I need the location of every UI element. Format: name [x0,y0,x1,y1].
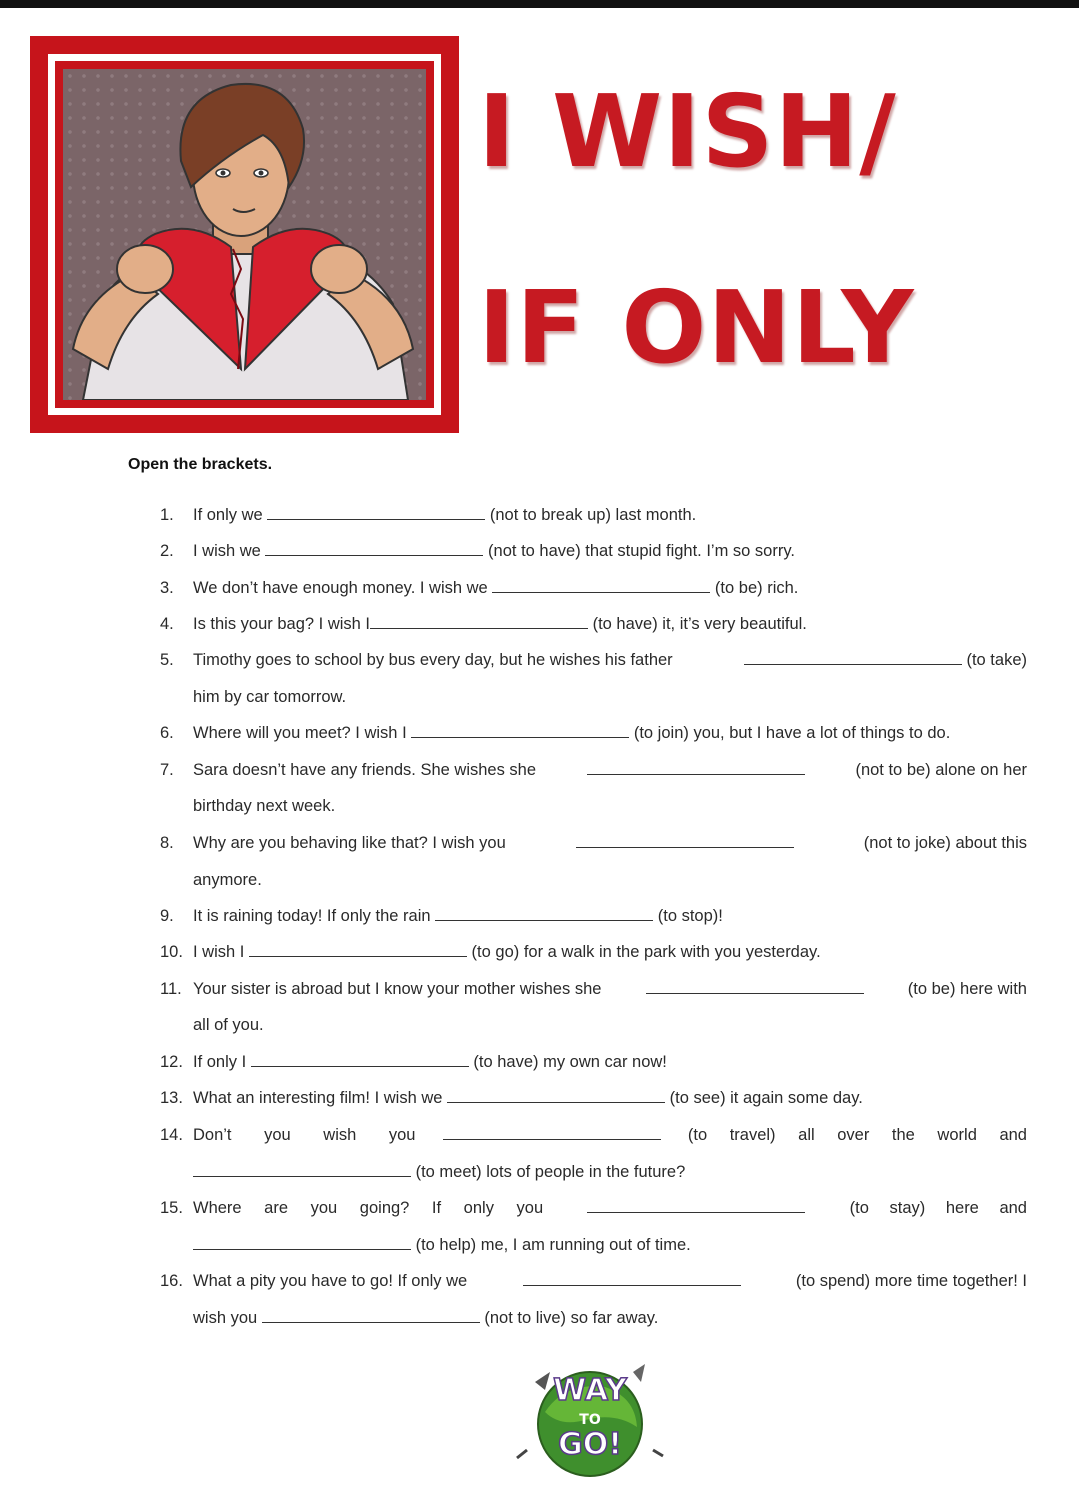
item-hint: (to stop)! [657,907,723,925]
item-text: Don’t you wish you [193,1126,416,1144]
item-continuation [193,1235,691,1255]
item-text: Is this your bag? I wish I [193,615,370,633]
item-text: I wish we [193,542,261,560]
logo-word-to: TO [579,1412,601,1428]
item-hint: (to join) you, but I have a lot of things to do. [633,724,951,742]
item-text: Where will you meet? I wish I [193,724,407,742]
item-hint: (to take) [966,651,1027,669]
item-hint: (not to break up) last month. [489,506,697,524]
item-text: We don’t have enough money. I wish we [193,579,488,597]
answer-blank[interactable] [267,505,485,520]
answer-blank[interactable] [193,1162,411,1177]
man-tearing-heart-image [63,69,426,400]
item-number: 5. [160,651,174,669]
item-number: 14. [160,1126,183,1144]
item-hint: (to help) me, I am running out of time. [415,1236,691,1254]
item-number: 6. [160,724,174,742]
logo-word-way: WAY [553,1373,627,1408]
way-to-go-logo [505,1342,675,1492]
item-number: 9. [160,907,174,925]
instruction: Open the brackets. [128,456,273,473]
item-number: 1. [160,506,174,524]
answer-blank[interactable] [265,541,483,556]
item-number: 15. [160,1199,183,1217]
item-continuation: anymore. [193,871,262,889]
item-text: If only I [193,1053,247,1071]
item-text: wish you [193,1309,258,1327]
item-number: 2. [160,542,174,560]
item-continuation [193,1162,685,1182]
item-text: Timothy goes to school by bus every day, but he wishes his father [193,651,673,669]
item-hint: (to have) it, it’s very beautiful. [592,615,807,633]
item-continuation: all of you. [193,1016,264,1034]
answer-blank[interactable] [587,1198,805,1213]
header-illustration [30,36,459,433]
item-text: What a pity you have to go! If only we [193,1272,468,1290]
answer-blank[interactable] [587,760,805,775]
item-number: 12. [160,1053,183,1071]
top-border [0,0,1079,8]
answer-blank[interactable] [262,1308,480,1323]
item-hint: (not to joke) about this [863,834,1027,852]
item-text: It is raining today! If only the rain [193,907,431,925]
item-text: What an interesting film! I wish we [193,1089,443,1107]
answer-blank[interactable] [523,1271,741,1286]
item-hint: (not to live) so far away. [484,1309,659,1327]
item-text: If only we [193,506,263,524]
answer-blank[interactable] [370,614,588,629]
item-number: 13. [160,1089,183,1107]
item-number: 3. [160,579,174,597]
item-hint: (to go) for a walk in the park with you yesterday. [471,943,821,961]
answer-blank[interactable] [249,942,467,957]
item-text: I wish I [193,943,245,961]
title-line-2: IF ONLY [478,269,915,386]
title-line-1: I WISH/ [478,73,897,190]
logo-word-go: GO! [558,1427,622,1462]
item-number: 11. [160,980,182,998]
item-hint: (to spend) more time together! I [795,1272,1027,1290]
item-hint: (not to have) that stupid fight. I’m so sorry. [488,542,795,560]
item-number: 4. [160,615,174,633]
answer-blank[interactable] [435,906,653,921]
answer-blank[interactable] [576,833,794,848]
item-number: 8. [160,834,174,852]
item-text: Sara doesn’t have any friends. She wishes she [193,761,537,779]
item-hint: (to see) it again some day. [669,1089,863,1107]
answer-blank[interactable] [646,979,864,994]
answer-blank[interactable] [443,1125,661,1140]
item-continuation: him by car tomorrow. [193,688,347,706]
answer-blank[interactable] [411,723,629,738]
item-hint: (to have) my own car now! [473,1053,667,1071]
answer-blank[interactable] [447,1088,665,1103]
item-number: 16. [160,1272,183,1290]
item-hint: (to stay) here and [849,1199,1027,1217]
item-hint: (to meet) lots of people in the future? [415,1163,686,1181]
answer-blank[interactable] [744,650,962,665]
answer-blank[interactable] [251,1052,469,1067]
item-text: Why are you behaving like that? I wish you [193,834,506,852]
item-text: Where are you going? If only you [193,1199,544,1217]
item-continuation: birthday next week. [193,797,336,815]
item-continuation [193,1308,658,1328]
item-number: 7. [160,761,174,779]
item-hint: (not to be) alone on her [855,761,1027,779]
item-hint: (to travel) all over the world and [687,1126,1027,1144]
item-hint: (to be) here with [907,980,1027,998]
item-number: 10. [160,943,183,961]
answer-blank[interactable] [193,1235,411,1250]
item-hint: (to be) rich. [714,579,799,597]
answer-blank[interactable] [492,578,710,593]
item-text: Your sister is abroad but I know your mother wishes she [193,980,602,998]
